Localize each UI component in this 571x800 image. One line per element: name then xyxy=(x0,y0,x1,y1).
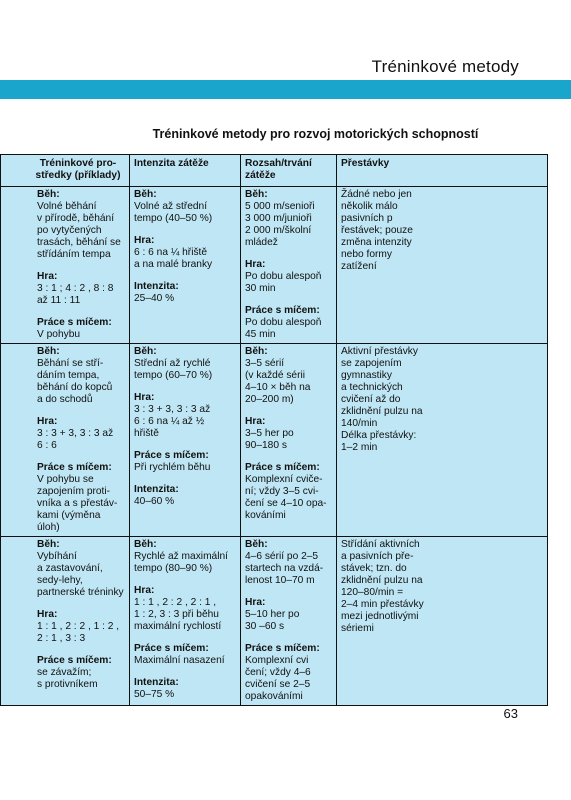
cell-block xyxy=(134,235,236,271)
cell-label: Práce s míčem: xyxy=(37,655,112,666)
cell-text: 4–6 sérií po 2–5 startech na vzdá- lenost 10–70 m xyxy=(245,551,324,586)
page-number: 63 xyxy=(503,706,518,721)
cell-text: 40–60 % xyxy=(134,496,175,507)
cell-text: V pohybu se zapojením proti- vníka a s přestáv- kami (výměna úloh) xyxy=(37,474,118,533)
cell-label: Hra: xyxy=(37,609,58,620)
cell-text: 3 : 3 + 3, 3 : 3 až 6 : 6 xyxy=(37,428,114,451)
training-methods-table xyxy=(0,154,548,706)
cell-block xyxy=(134,677,236,701)
cell-label: Intenzita: xyxy=(134,484,179,495)
cell-block xyxy=(245,462,332,522)
cell-block xyxy=(5,416,125,452)
cell-text: 1 : 1 , 2 : 2 , 2 : 1 , 1 : 2, 3 : 3 při běhu maximální rychlostí xyxy=(134,597,222,632)
table-cell-c2 xyxy=(130,537,241,706)
column-header-means: Tréninkové pro- středky (příklady) xyxy=(1,155,130,187)
cell-label: Běh: xyxy=(245,189,268,200)
cell-block xyxy=(134,281,236,305)
cell-text: Střední až rychlé tempo (60–70 %) xyxy=(134,358,213,381)
cell-text: 5 000 m/senioři 3 000 m/junioři 2 000 m/školní mládež xyxy=(245,201,315,248)
cell-label: Intenzita: xyxy=(134,677,179,688)
cell-label: Hra: xyxy=(134,235,155,246)
cell-label: Běh: xyxy=(37,346,60,357)
column-header-breaks: Přestávky xyxy=(337,155,548,187)
header-band xyxy=(0,80,571,99)
cell-label: Běh: xyxy=(37,539,60,550)
cell-block xyxy=(134,450,236,474)
cell-block xyxy=(245,597,332,633)
cell-block xyxy=(5,189,125,261)
cell-label: Běh: xyxy=(245,346,268,357)
cell-text: Rychlé až maximální tempo (80–90 %) xyxy=(134,551,228,574)
table-row xyxy=(1,537,548,706)
cell-block xyxy=(245,305,332,341)
cell-text: Střídání aktivních a pasivních pře- stávek; tzn. do zklidnění pulzu na 120–80/min = 2–4 min přestávky mezi jednotlivými sériemi xyxy=(341,539,424,634)
cell-block xyxy=(5,317,125,341)
cell-block xyxy=(245,643,332,703)
cell-text: Aktivní přestávky se zapojením gymnastiky a technických cvičení až do zklidnění pulzu na 140/min Délka přestávky: 1–2 min xyxy=(341,346,423,453)
cell-block xyxy=(245,189,332,249)
table-cell-c1 xyxy=(1,537,130,706)
cell-block xyxy=(5,271,125,307)
cell-block xyxy=(245,259,332,295)
cell-label: Běh: xyxy=(134,346,157,357)
table-title: Tréninkové metody pro rozvoj motorických schopností xyxy=(152,127,479,141)
cell-text: Komplexní cvi čení; vždy 4–6 cvičení se 2–5 opakováními xyxy=(245,655,311,702)
cell-block xyxy=(5,462,125,534)
column-header-volume: Rozsah/trvání zátěže xyxy=(241,155,337,187)
cell-label: Hra: xyxy=(245,597,266,608)
cell-text: 25–40 % xyxy=(134,293,175,304)
cell-block xyxy=(5,539,125,599)
cell-text: Volné až střední tempo (40–50 %) xyxy=(134,201,213,224)
cell-label: Práce s míčem: xyxy=(37,462,112,473)
cell-label: Běh: xyxy=(134,539,157,550)
cell-text: 50–75 % xyxy=(134,689,175,700)
cell-text: Vybíhání a zastavování, sedy-lehy, partnerské tréninky xyxy=(37,551,124,598)
cell-text: Žádné nebo jen několik málo pasivních p řestávek; pouze změna intenzity nebo formy zatížení xyxy=(341,189,413,272)
table-cell-c2 xyxy=(130,187,241,344)
cell-label: Práce s míčem: xyxy=(134,643,209,654)
cell-block xyxy=(134,484,236,508)
cell-block xyxy=(5,609,125,645)
cell-text: 1 : 1 , 2 : 2 , 1 : 2 , 2 : 1 , 3 : 3 xyxy=(37,621,120,644)
cell-text: Při rychlém běhu xyxy=(134,462,211,473)
column-header-intensity: Intenzita zátěže xyxy=(130,155,241,187)
cell-text: V pohybu xyxy=(37,329,81,340)
cell-text: 3 : 1 ; 4 : 2 , 8 : 8 až 11 : 11 xyxy=(37,283,114,306)
cell-block xyxy=(134,346,236,382)
cell-label: Práce s míčem: xyxy=(37,317,112,328)
chapter-title: Tréninkové metody xyxy=(371,57,519,76)
table-row xyxy=(1,187,548,344)
cell-label: Hra: xyxy=(134,392,155,403)
table-cell-breaks xyxy=(337,344,548,537)
cell-label: Práce s míčem: xyxy=(134,450,209,461)
cell-text: Volné běhání v přírodě, běhání po vytyčených trasách, běhání se střídáním tempa xyxy=(37,201,121,260)
cell-text: 6 : 6 na ¼ hřiště a na malé branky xyxy=(134,247,213,270)
cell-block xyxy=(134,189,236,225)
table-cell-c2 xyxy=(130,344,241,537)
cell-label: Běh: xyxy=(37,189,60,200)
table-cell-breaks xyxy=(337,537,548,706)
cell-label: Práce s míčem: xyxy=(245,643,320,654)
cell-text: 3–5 sérií (v každé sérii 4–10 × běh na 20–200 m) xyxy=(245,358,311,405)
cell-block xyxy=(245,539,332,587)
cell-block xyxy=(245,346,332,406)
cell-text: 5–10 her po 30 –60 s xyxy=(245,609,300,632)
cell-text: Běhání se stří- dáním tempa, běhání do kopců a do schodů xyxy=(37,358,113,405)
table-row xyxy=(1,344,548,537)
cell-text: 3 : 3 + 3, 3 : 3 až 6 : 6 na ¼ až ½ hřiště xyxy=(134,404,211,439)
table-cell-c1 xyxy=(1,187,130,344)
cell-text: Maximální nasazení xyxy=(134,655,225,666)
table-cell-breaks xyxy=(337,187,548,344)
cell-block xyxy=(134,539,236,575)
cell-label: Hra: xyxy=(134,585,155,596)
cell-text: Komplexní cviče- ní; vždy 3–5 cvi- čení se 4–10 opa- kováními xyxy=(245,474,327,521)
cell-block xyxy=(134,643,236,667)
cell-label: Hra: xyxy=(245,416,266,427)
cell-label: Běh: xyxy=(134,189,157,200)
cell-label: Práce s míčem: xyxy=(245,305,320,316)
table-cell-c3 xyxy=(241,187,337,344)
cell-text: Po dobu alespoň 30 min xyxy=(245,271,322,294)
cell-text: se závažím; s protivníkem xyxy=(37,667,98,690)
cell-text: 3–5 her po 90–180 s xyxy=(245,428,294,451)
cell-label: Intenzita: xyxy=(134,281,179,292)
cell-block xyxy=(245,416,332,452)
cell-block xyxy=(134,585,236,633)
cell-label: Hra: xyxy=(245,259,266,270)
cell-block xyxy=(5,346,125,406)
cell-label: Práce s míčem: xyxy=(245,462,320,473)
cell-label: Hra: xyxy=(37,271,58,282)
table-cell-c3 xyxy=(241,537,337,706)
cell-label: Běh: xyxy=(245,539,268,550)
table-cell-c3 xyxy=(241,344,337,537)
cell-block xyxy=(134,392,236,440)
table-cell-c1 xyxy=(1,344,130,537)
cell-label: Hra: xyxy=(37,416,58,427)
cell-block xyxy=(5,655,125,691)
table-header-row xyxy=(1,155,548,187)
cell-text: Po dobu alespoň 45 min xyxy=(245,317,322,340)
